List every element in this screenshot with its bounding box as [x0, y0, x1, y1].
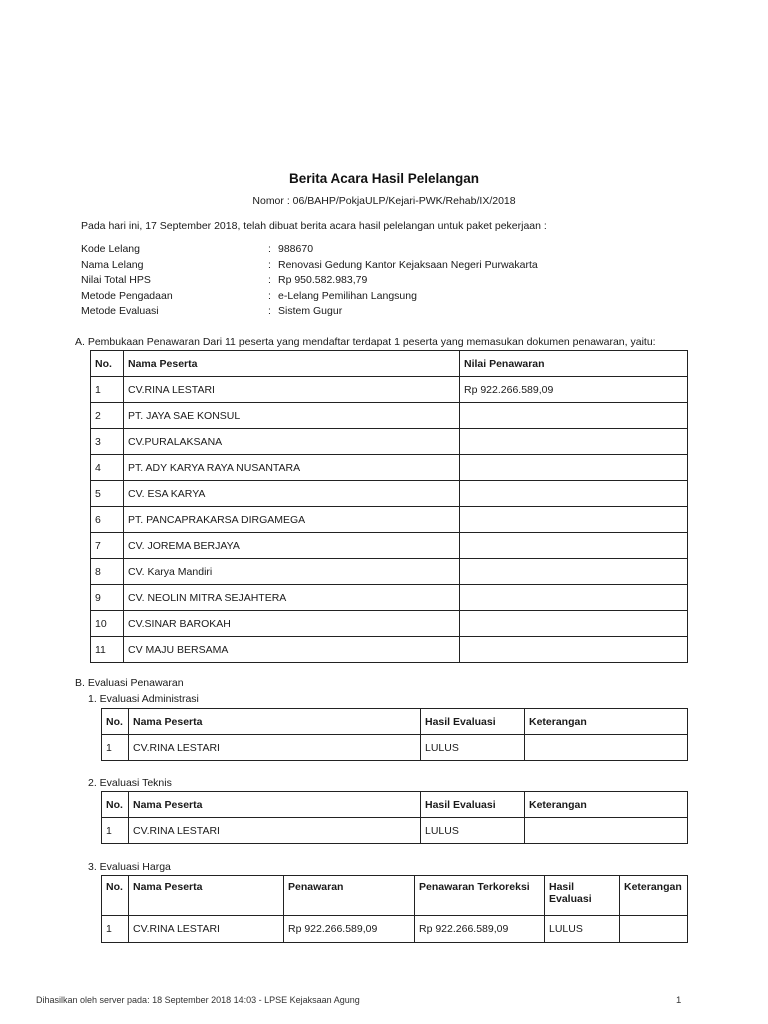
- table-cell: Rp 922.266.589,09: [460, 377, 688, 403]
- column-header: No.: [91, 351, 124, 377]
- table-cell: CV.RINA LESTARI: [124, 377, 460, 403]
- info-value: Rp 950.582.983,79: [278, 274, 368, 286]
- table-cell: CV.RINA LESTARI: [129, 818, 421, 844]
- table-cell: 9: [91, 585, 124, 611]
- table-cell: 8: [91, 559, 124, 585]
- section-b-heading: B. Evaluasi Penawaran: [75, 677, 184, 689]
- footer-generated-text: Dihasilkan oleh server pada: 18 September 2018 14:03 - LPSE Kejaksaan Agung: [36, 995, 360, 1005]
- table-cell: CV.SINAR BAROKAH: [124, 611, 460, 637]
- info-value: 988670: [278, 243, 314, 255]
- table-cell: CV. NEOLIN MITRA SEJAHTERA: [124, 585, 460, 611]
- column-header: Hasil Evaluasi: [421, 792, 525, 818]
- table-cell: 4: [91, 455, 124, 481]
- info-row: [81, 273, 538, 289]
- table-cell: [460, 481, 688, 507]
- table-cell: LULUS: [421, 818, 525, 844]
- column-header: No.: [102, 792, 129, 818]
- table-row: [102, 818, 688, 844]
- table-cell: [460, 611, 688, 637]
- table-cell: LULUS: [421, 735, 525, 761]
- table-cell: 10: [91, 611, 124, 637]
- table-row: [91, 585, 688, 611]
- table-cell: PT. ADY KARYA RAYA NUSANTARA: [124, 455, 460, 481]
- table-cell: PT. JAYA SAE KONSUL: [124, 403, 460, 429]
- table-cell: CV.RINA LESTARI: [129, 916, 284, 943]
- table-cell: Rp 922.266.589,09: [415, 916, 545, 943]
- table-cell: 2: [91, 403, 124, 429]
- column-header: Keterangan: [620, 876, 688, 916]
- table-cell: [620, 916, 688, 943]
- info-colon: :: [268, 274, 271, 286]
- info-label: Kode Lelang: [81, 243, 140, 255]
- table-cell: CV.PURALAKSANA: [124, 429, 460, 455]
- table-row: [91, 429, 688, 455]
- table-cell: [525, 735, 688, 761]
- column-header: Hasil Evaluasi: [545, 876, 620, 916]
- column-header: Penawaran: [284, 876, 415, 916]
- table-cell: CV.RINA LESTARI: [129, 735, 421, 761]
- info-label: Nama Lelang: [81, 258, 144, 271]
- tender-info: [81, 242, 538, 320]
- table-cell: [460, 455, 688, 481]
- info-value: Sistem Gugur: [278, 305, 343, 317]
- table-row: [91, 559, 688, 585]
- price-eval-table: [101, 875, 688, 943]
- info-row: [81, 304, 538, 320]
- table-cell: [460, 403, 688, 429]
- section-a-heading: A. Pembukaan Penawaran Dari 11 peserta yang mendaftar terdapat 1 peserta yang memasukan dokumen penawaran, yaitu:: [75, 336, 656, 348]
- table-row: [102, 916, 688, 943]
- table-cell: [460, 637, 688, 663]
- table-cell: [460, 585, 688, 611]
- table-row: [91, 533, 688, 559]
- info-label: Metode Pengadaan: [81, 289, 173, 302]
- column-header: Penawaran Terkoreksi: [415, 876, 545, 916]
- tech-eval-table: [101, 791, 688, 844]
- table-row: [91, 403, 688, 429]
- column-header: No.: [102, 876, 129, 916]
- table-row: [91, 455, 688, 481]
- table-cell: CV. JOREMA BERJAYA: [124, 533, 460, 559]
- info-value: Renovasi Gedung Kantor Kejaksaan Negeri Purwakarta: [278, 258, 538, 271]
- column-header: Nama Peserta: [124, 351, 460, 377]
- intro-paragraph: Pada hari ini, 17 September 2018, telah dibuat berita acara hasil pelelangan untuk paket pekerjaan :: [81, 220, 547, 232]
- column-header: Nilai Penawaran: [460, 351, 688, 377]
- table-cell: 1: [91, 377, 124, 403]
- tech-eval-heading: 2. Evaluasi Teknis: [88, 777, 172, 789]
- table-cell: 1: [102, 916, 129, 943]
- price-eval-heading: 3. Evaluasi Harga: [88, 861, 171, 873]
- table-cell: 6: [91, 507, 124, 533]
- table-row: [91, 377, 688, 403]
- table-cell: [460, 429, 688, 455]
- table-cell: [460, 559, 688, 585]
- table-cell: 1: [102, 735, 129, 761]
- admin-eval-heading: 1. Evaluasi Administrasi: [88, 693, 199, 705]
- table-cell: CV. Karya Mandiri: [124, 559, 460, 585]
- document-title: Berita Acara Hasil Pelelangan: [288, 171, 480, 186]
- document-number: Nomor : 06/BAHP/PokjaULP/Kejari-PWK/Rehab/IX/2018: [252, 195, 516, 207]
- table-cell: PT. PANCAPRAKARSA DIRGAMEGA: [124, 507, 460, 533]
- page-number: 1: [676, 995, 682, 1006]
- table-cell: 7: [91, 533, 124, 559]
- column-header: No.: [102, 709, 129, 735]
- column-header: Nama Peserta: [129, 876, 284, 916]
- participants-table: [90, 350, 688, 663]
- admin-eval-table: [101, 708, 688, 761]
- table-cell: 3: [91, 429, 124, 455]
- table-cell: LULUS: [545, 916, 620, 943]
- table-row: [91, 637, 688, 663]
- table-cell: [525, 818, 688, 844]
- column-header: Nama Peserta: [129, 709, 421, 735]
- table-cell: CV. ESA KARYA: [124, 481, 460, 507]
- column-header: Keterangan: [525, 792, 688, 818]
- table-row: [91, 507, 688, 533]
- info-colon: :: [268, 258, 271, 271]
- info-row: [81, 289, 538, 305]
- table-row: [102, 735, 688, 761]
- table-row: [91, 611, 688, 637]
- info-colon: :: [268, 305, 271, 317]
- info-colon: :: [268, 289, 271, 302]
- info-row: [81, 258, 538, 274]
- info-row: [81, 242, 538, 258]
- table-cell: 5: [91, 481, 124, 507]
- column-header: Hasil Evaluasi: [421, 709, 525, 735]
- table-cell: CV MAJU BERSAMA: [124, 637, 460, 663]
- table-cell: [460, 533, 688, 559]
- table-cell: 1: [102, 818, 129, 844]
- info-label: Metode Evaluasi: [81, 305, 159, 317]
- info-colon: :: [268, 243, 271, 255]
- column-header: Keterangan: [525, 709, 688, 735]
- table-row: [91, 481, 688, 507]
- info-value: e-Lelang Pemilihan Langsung: [278, 289, 417, 302]
- table-cell: 11: [91, 637, 124, 663]
- column-header: Nama Peserta: [129, 792, 421, 818]
- info-label: Nilai Total HPS: [81, 274, 151, 286]
- table-cell: Rp 922.266.589,09: [284, 916, 415, 943]
- table-cell: [460, 507, 688, 533]
